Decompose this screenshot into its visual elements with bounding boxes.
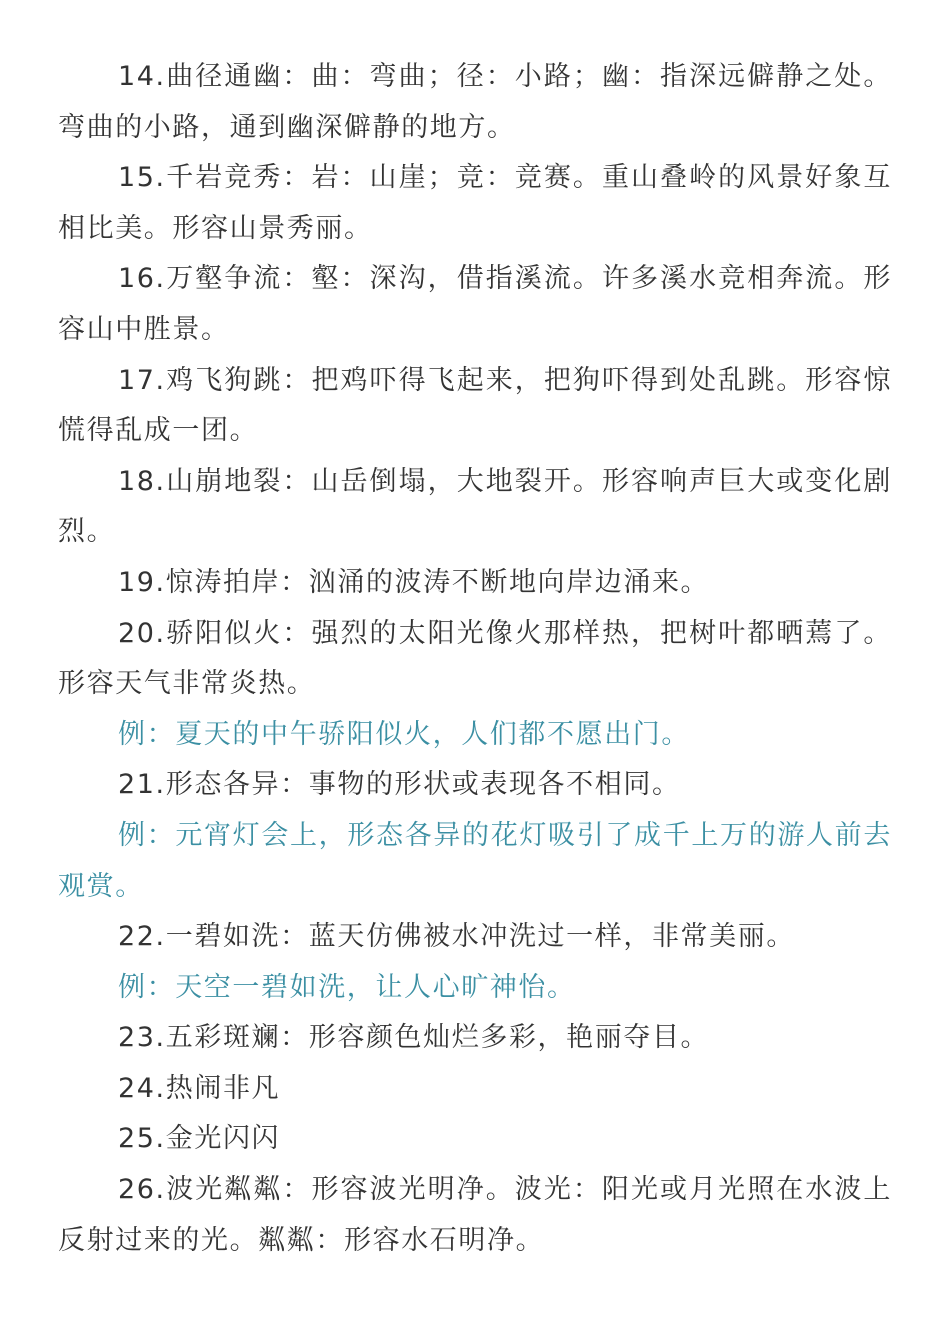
- idiom-entry-15: 15.千岩竞秀：岩：山崖；竞：竞赛。重山叠岭的风景好象互相比美。形容山景秀丽。: [58, 162, 892, 244]
- idiom-entry-24: 24.热闹非凡: [118, 1072, 281, 1104]
- idiom-entry-14: 14.曲径通幽：曲：弯曲；径：小路；幽：指深远僻静之处。弯曲的小路，通到幽深僻静的地方。: [58, 61, 892, 143]
- idiom-entry-19: 19.惊涛拍岸：汹涌的波涛不断地向岸边涌来。: [118, 566, 710, 598]
- idiom-entry-21: 21.形态各异：事物的形状或表现各不相同。: [118, 769, 681, 801]
- example-sentence-20: 例：夏天的中午骄阳似火，人们都不愿出门。: [118, 718, 690, 750]
- idiom-entry-18: 18.山崩地裂：山岳倒塌，大地裂开。形容响声巨大或变化剧烈。: [58, 465, 892, 548]
- idiom-entry-25: 25.金光闪闪: [118, 1123, 281, 1155]
- idiom-entry-26: 26.波光粼粼：形容波光明净。波光：阳光或月光照在水波上反射过来的光。粼粼：形容水石明净。: [58, 1174, 892, 1256]
- example-sentence-21: 例：元宵灯会上，形态各异的花灯吸引了成千上万的游人前去观赏。: [58, 819, 892, 902]
- example-sentence-22: 例：天空一碧如洗，让人心旷神怡。: [118, 971, 576, 1003]
- idiom-entry-16: 16.万壑争流：壑：深沟，借指溪流。许多溪水竞相奔流。形容山中胜景。: [58, 263, 892, 345]
- idiom-document: [58, 52, 892, 1266]
- idiom-entry-23: 23.五彩斑斓：形容颜色灿烂多彩，艳丽夺目。: [118, 1022, 710, 1054]
- idiom-entry-22: 22.一碧如洗：蓝天仿佛被水冲洗过一样，非常美丽。: [118, 921, 795, 953]
- idiom-entry-17: 17.鸡飞狗跳：把鸡吓得飞起来，把狗吓得到处乱跳。形容惊慌得乱成一团。: [58, 364, 892, 447]
- idiom-entry-20: 20.骄阳似火：强烈的太阳光像火那样热，把树叶都晒蔫了。形容天气非常炎热。: [58, 617, 892, 700]
